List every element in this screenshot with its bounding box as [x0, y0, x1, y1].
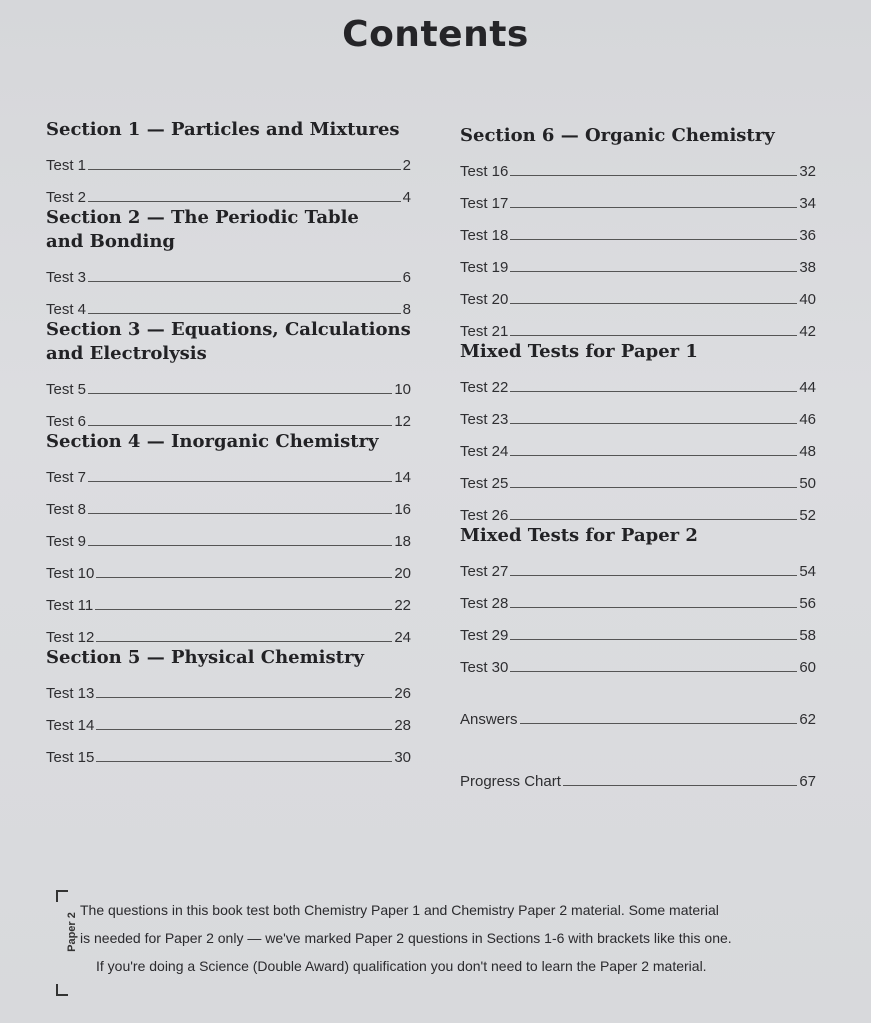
toc-entry[interactable] [460, 644, 816, 676]
toc-section [460, 524, 816, 676]
toc-entry-page: 50 [799, 475, 816, 492]
toc-entry[interactable] [460, 758, 816, 790]
toc-entry-label: Test 21 [460, 323, 509, 340]
dotted-leader [88, 392, 392, 394]
dotted-leader [510, 454, 797, 456]
toc-entry-label: Test 15 [46, 749, 95, 766]
toc-entry[interactable] [46, 366, 411, 398]
toc-entry[interactable] [46, 670, 411, 702]
section-heading: Section 1 — Particles and Mixtures [46, 119, 400, 140]
toc-entry-label: Test 19 [460, 259, 509, 276]
dotted-leader [510, 574, 797, 576]
toc-entry[interactable] [46, 286, 411, 318]
toc-entry-label: Test 11 [46, 597, 94, 614]
toc-entry-page: 2 [402, 157, 411, 174]
toc-entry-label: Test 8 [46, 501, 87, 518]
toc-entry[interactable] [46, 142, 411, 174]
toc-entry-page: 8 [402, 301, 411, 318]
toc-entry-label: Test 2 [46, 189, 87, 206]
toc-entry[interactable] [46, 734, 411, 766]
toc-entry[interactable] [46, 518, 411, 550]
dotted-leader [96, 696, 392, 698]
dotted-leader [88, 200, 401, 202]
toc-entry-label: Test 1 [46, 157, 87, 174]
toc-entry-label: Test 4 [46, 301, 87, 318]
toc-entry-page: 58 [799, 627, 816, 644]
toc-section [460, 340, 816, 524]
toc-entry-page: 52 [799, 507, 816, 524]
toc-entry-page: 22 [394, 597, 411, 614]
toc-entry-label: Test 17 [460, 195, 509, 212]
toc-entry-label: Test 30 [460, 659, 509, 676]
dotted-leader [510, 670, 797, 672]
dotted-leader [520, 722, 798, 724]
dotted-leader [96, 640, 392, 642]
toc-entry[interactable] [46, 702, 411, 734]
toc-entry[interactable] [460, 276, 816, 308]
dotted-leader [95, 608, 392, 610]
toc-entry-page: 12 [394, 413, 411, 430]
bracket-bottom [56, 984, 68, 996]
toc-entry-label: Test 28 [460, 595, 509, 612]
toc-entry-page: 67 [799, 773, 816, 790]
toc-entry-page: 62 [799, 711, 816, 728]
dotted-leader [96, 760, 392, 762]
toc-section [46, 118, 411, 206]
toc-entry-page: 26 [394, 685, 411, 702]
toc-entry-page: 16 [394, 501, 411, 518]
toc-entry-page: 44 [799, 379, 816, 396]
toc-entry-page: 60 [799, 659, 816, 676]
section-heading: Section 4 — Inorganic Chemistry [46, 431, 379, 452]
toc-entry-page: 56 [799, 595, 816, 612]
toc-entry[interactable] [46, 174, 411, 206]
toc-entry[interactable] [46, 486, 411, 518]
toc-entry-page: 36 [799, 227, 816, 244]
toc-entry-label: Test 3 [46, 269, 87, 286]
dotted-leader [88, 480, 392, 482]
toc-section [460, 696, 816, 728]
toc-entry-label: Test 6 [46, 413, 87, 430]
toc-entry-label: Test 9 [46, 533, 87, 550]
toc-entry-label: Test 23 [460, 411, 509, 428]
toc-entry[interactable] [460, 364, 816, 396]
toc-section [46, 646, 411, 766]
toc-entry-label: Test 22 [460, 379, 509, 396]
toc-entry[interactable] [460, 492, 816, 524]
dotted-leader [510, 334, 797, 336]
toc-entry-page: 14 [394, 469, 411, 486]
toc-entry[interactable] [460, 696, 816, 728]
dotted-leader [96, 728, 392, 730]
toc-entry-label: Test 7 [46, 469, 87, 486]
section-heading: Mixed Tests for Paper 2 [460, 525, 698, 546]
dotted-leader [563, 784, 797, 786]
toc-section [46, 206, 411, 318]
toc-entry[interactable] [460, 308, 816, 340]
toc-entry[interactable] [460, 548, 816, 580]
left-column [46, 118, 411, 766]
dotted-leader [96, 576, 392, 578]
toc-entry[interactable] [460, 244, 816, 276]
toc-entry[interactable] [460, 396, 816, 428]
toc-entry[interactable] [46, 254, 411, 286]
toc-entry[interactable] [460, 580, 816, 612]
section-heading: Section 3 — Equations, Calculations [46, 319, 411, 340]
dotted-leader [510, 206, 797, 208]
toc-entry[interactable] [460, 612, 816, 644]
toc-entry-page: 34 [799, 195, 816, 212]
toc-entry-label: Answers [460, 711, 518, 728]
dotted-leader [88, 424, 392, 426]
toc-entry-label: Test 12 [46, 629, 95, 646]
toc-entry[interactable] [460, 180, 816, 212]
toc-entry[interactable] [46, 550, 411, 582]
toc-section [460, 758, 816, 790]
dotted-leader [510, 422, 797, 424]
dotted-leader [510, 606, 797, 608]
toc-section [46, 318, 411, 430]
toc-entry-page: 54 [799, 563, 816, 580]
toc-section [460, 124, 816, 340]
toc-entry[interactable] [46, 454, 411, 486]
dotted-leader [88, 168, 401, 170]
toc-entry-label: Test 27 [460, 563, 509, 580]
toc-entry[interactable] [46, 582, 411, 614]
dotted-leader [88, 544, 392, 546]
section-heading: and Electrolysis [46, 343, 207, 364]
toc-entry-page: 4 [402, 189, 411, 206]
toc-entry-page: 32 [799, 163, 816, 180]
toc-entry-page: 42 [799, 323, 816, 340]
dotted-leader [510, 238, 797, 240]
toc-entry-page: 46 [799, 411, 816, 428]
toc-entry-page: 38 [799, 259, 816, 276]
dotted-leader [510, 174, 797, 176]
toc-entry-page: 6 [402, 269, 411, 286]
dotted-leader [510, 270, 797, 272]
dotted-leader [510, 638, 797, 640]
toc-entry[interactable] [460, 212, 816, 244]
toc-entry[interactable] [460, 148, 816, 180]
toc-entry-page: 18 [394, 533, 411, 550]
note-line-1: The questions in this book test both Chemistry Paper 1 and Chemistry Paper 2 material. Some material [80, 902, 719, 918]
toc-entry-page: 20 [394, 565, 411, 582]
toc-entry[interactable] [460, 428, 816, 460]
paper-2-side-label: Paper 2 [66, 912, 78, 952]
note-line-2: is needed for Paper 2 only — we've marked Paper 2 questions in Sections 1-6 with brackets like this one. [80, 930, 732, 946]
toc-entry-label: Test 10 [46, 565, 95, 582]
toc-entry[interactable] [460, 460, 816, 492]
toc-section [46, 430, 411, 646]
page-title: Contents [342, 14, 529, 55]
paper-2-note [48, 888, 808, 1006]
toc-entry-page: 30 [394, 749, 411, 766]
toc-entry-label: Test 25 [460, 475, 509, 492]
toc-entry[interactable] [46, 614, 411, 646]
section-heading: Section 2 — The Periodic Table [46, 207, 359, 228]
toc-entry-label: Test 20 [460, 291, 509, 308]
toc-entry-label: Test 29 [460, 627, 509, 644]
right-column [460, 124, 816, 790]
dotted-leader [88, 312, 401, 314]
toc-entry-label: Test 13 [46, 685, 95, 702]
section-heading: Mixed Tests for Paper 1 [460, 341, 698, 362]
toc-entry-page: 24 [394, 629, 411, 646]
toc-entry-label: Test 5 [46, 381, 87, 398]
toc-entry-label: Test 24 [460, 443, 509, 460]
dotted-leader [510, 390, 797, 392]
toc-entry-page: 48 [799, 443, 816, 460]
toc-entry-page: 40 [799, 291, 816, 308]
section-heading: Section 5 — Physical Chemistry [46, 647, 364, 668]
section-heading: and Bonding [46, 231, 176, 252]
toc-entry-page: 28 [394, 717, 411, 734]
dotted-leader [510, 518, 797, 520]
toc-entry[interactable] [46, 398, 411, 430]
section-heading: Section 6 — Organic Chemistry [460, 125, 775, 146]
dotted-leader [88, 280, 401, 282]
toc-entry-label: Test 26 [460, 507, 509, 524]
dotted-leader [510, 302, 797, 304]
toc-entry-label: Test 18 [460, 227, 509, 244]
note-line-3: If you're doing a Science (Double Award) qualification you don't need to learn the Paper 2 material. [96, 958, 707, 974]
toc-entry-page: 10 [394, 381, 411, 398]
bracket-top [56, 890, 68, 902]
dotted-leader [510, 486, 797, 488]
toc-entry-label: Test 14 [46, 717, 95, 734]
toc-entry-label: Progress Chart [460, 773, 561, 790]
toc-entry-label: Test 16 [460, 163, 509, 180]
dotted-leader [88, 512, 392, 514]
